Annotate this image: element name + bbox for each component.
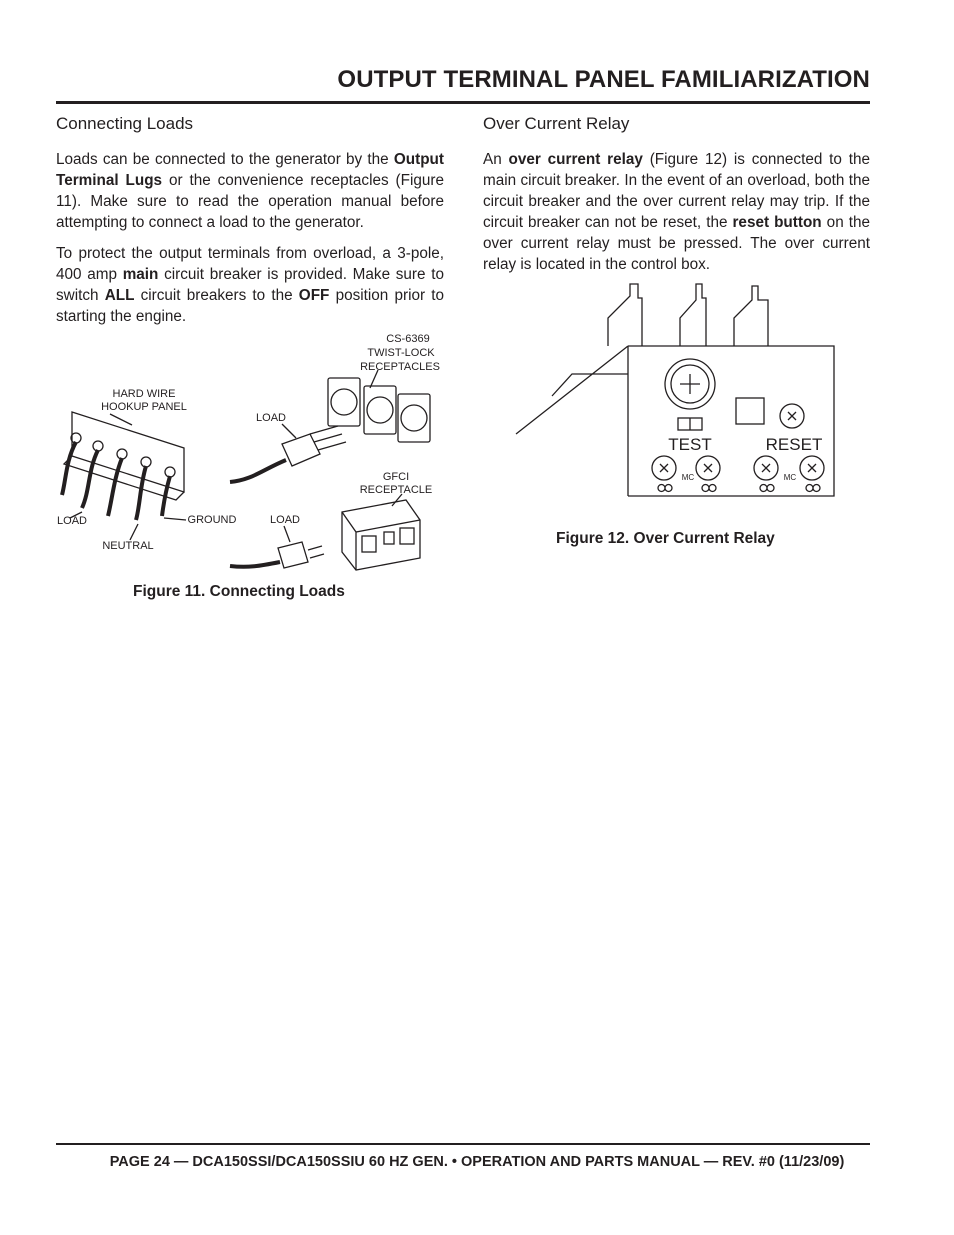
plug-prongs: [308, 546, 324, 558]
relay-terminal: [680, 284, 706, 346]
ground-cable: [162, 476, 170, 516]
over-current-relay-illustration: [512, 278, 840, 518]
text-run: An: [483, 151, 509, 168]
bold-text-run: Output Terminal Lugs: [56, 151, 444, 189]
relay-terminal: [608, 284, 642, 346]
twist-lock-receptacle: [398, 394, 430, 442]
plug-prongs: [310, 426, 346, 450]
section-heading-over-current-relay: Over Current Relay: [483, 114, 630, 133]
text-run: circuit breakers to the: [134, 287, 299, 304]
text-run: (Figure 12) is connected to the main circuit breaker. In the event of an overload, both the circuit breaker and the over current relay may trip. If the circuit breaker can not be reset, the: [483, 151, 870, 231]
neutral-cable: [136, 466, 146, 520]
label-cs-6369: CS-6369: [386, 333, 430, 345]
gfci-test-button: [384, 532, 394, 544]
footer-divider: [56, 1143, 870, 1145]
twist-lock-face: [401, 405, 427, 431]
bold-text-run: main: [122, 266, 159, 283]
bold-text-run: OFF: [298, 287, 330, 304]
screw-x-icon: [660, 464, 668, 472]
label-load: LOAD: [57, 515, 87, 527]
text-run: circuit breaker is provided. Make sure to switch: [56, 266, 444, 304]
terminal-lug: [93, 441, 103, 451]
label-load-cord: LOAD: [270, 514, 300, 526]
twist-lock-face: [367, 397, 393, 423]
bold-text-run: ALL: [104, 287, 135, 304]
screw-x-icon: [704, 464, 712, 472]
header-divider: [56, 101, 870, 104]
load-cable: [62, 442, 76, 495]
figure-11-caption: Figure 11. Connecting Loads: [133, 583, 345, 600]
leader-line: [284, 526, 290, 542]
plug-cord: [230, 562, 280, 567]
label-hard-wire: HARD WIRE: [112, 388, 176, 400]
terminal-lug: [165, 467, 175, 477]
dial-plus-icon: [680, 374, 700, 394]
load-cable: [82, 450, 98, 508]
leader-line: [164, 518, 186, 520]
label-mc: MC: [783, 473, 797, 482]
over-current-relay-paragraph: [483, 149, 870, 275]
label-load-plug: LOAD: [256, 412, 286, 424]
terminal-lug: [141, 457, 151, 467]
label-twist-lock: TWIST-LOCK: [367, 347, 435, 359]
text-run: or the convenience receptacles (Figure 11). Make sure to read the operation manual before attempting to connect a load to the generator.: [56, 172, 444, 231]
twist-lock-plug: [282, 434, 320, 466]
text-run: Loads can be connected to the generator by the: [56, 151, 394, 168]
load-cable: [108, 458, 122, 516]
figure-12-caption: Figure 12. Over Current Relay: [556, 530, 775, 547]
leader-line: [282, 424, 296, 438]
figure-11-connecting-loads: [52, 330, 448, 580]
terminal-mark-icon: [760, 485, 774, 492]
gfci-receptacle: [342, 500, 420, 570]
right-column: [483, 114, 870, 285]
text-run: To protect the output terminals from overload, a 3-pole, 400 amp: [56, 245, 444, 283]
text-run: position prior to starting the engine.: [56, 287, 445, 325]
bold-text-run: over current relay: [508, 151, 643, 168]
page-title: OUTPUT TERMINAL PANEL FAMILIARIZATION: [337, 66, 870, 93]
connecting-loads-illustration: [52, 330, 448, 580]
label-receptacles: RECEPTACLES: [360, 361, 440, 373]
terminal-mark-icon: [702, 485, 716, 492]
straight-plug: [278, 542, 308, 568]
relay-terminal: [734, 286, 768, 346]
label-ground: GROUND: [187, 514, 237, 526]
reset-x-icon: [788, 412, 796, 420]
label-gfci: GFCI: [382, 471, 410, 483]
label-test: TEST: [668, 435, 712, 454]
twist-lock-receptacle: [364, 386, 396, 434]
gfci-outlet: [400, 528, 414, 544]
label-mc: MC: [681, 473, 695, 482]
section-heading-connecting-loads: Connecting Loads: [56, 114, 194, 133]
leader-line: [110, 414, 132, 425]
text-run: on the over current relay must be pressed. The over current relay is located in the control box.: [483, 214, 870, 273]
figure-12-over-current-relay: [512, 278, 840, 518]
gfci-outlet: [362, 536, 376, 552]
label-neutral: NEUTRAL: [102, 540, 154, 552]
leader-line: [130, 524, 138, 540]
label-receptacle: RECEPTACLE: [359, 484, 433, 496]
test-button[interactable]: [736, 398, 764, 424]
screw-x-icon: [762, 464, 770, 472]
plug-cord: [230, 460, 286, 482]
gfci-edges: [342, 512, 420, 570]
connecting-loads-paragraph-1: [56, 149, 444, 233]
screw-x-icon: [808, 464, 816, 472]
terminal-lug: [117, 449, 127, 459]
bold-text-run: reset button: [732, 214, 822, 231]
relay-side-outline: [516, 346, 628, 434]
twist-lock-face: [331, 389, 357, 415]
left-column: [56, 114, 444, 337]
label-hookup-panel: HOOKUP PANEL: [101, 401, 187, 413]
page-footer: PAGE 24 — DCA150SSI/DCA150SSIU 60 HZ GEN. • OPERATION AND PARTS MANUAL — REV. #0 (11/23/09): [109, 1154, 845, 1170]
connecting-loads-paragraph-2: [56, 243, 444, 327]
twist-lock-receptacle: [328, 378, 360, 426]
terminal-mark-icon: [806, 485, 820, 492]
label-reset: RESET: [765, 435, 823, 454]
terminal-mark-icon: [658, 485, 672, 492]
